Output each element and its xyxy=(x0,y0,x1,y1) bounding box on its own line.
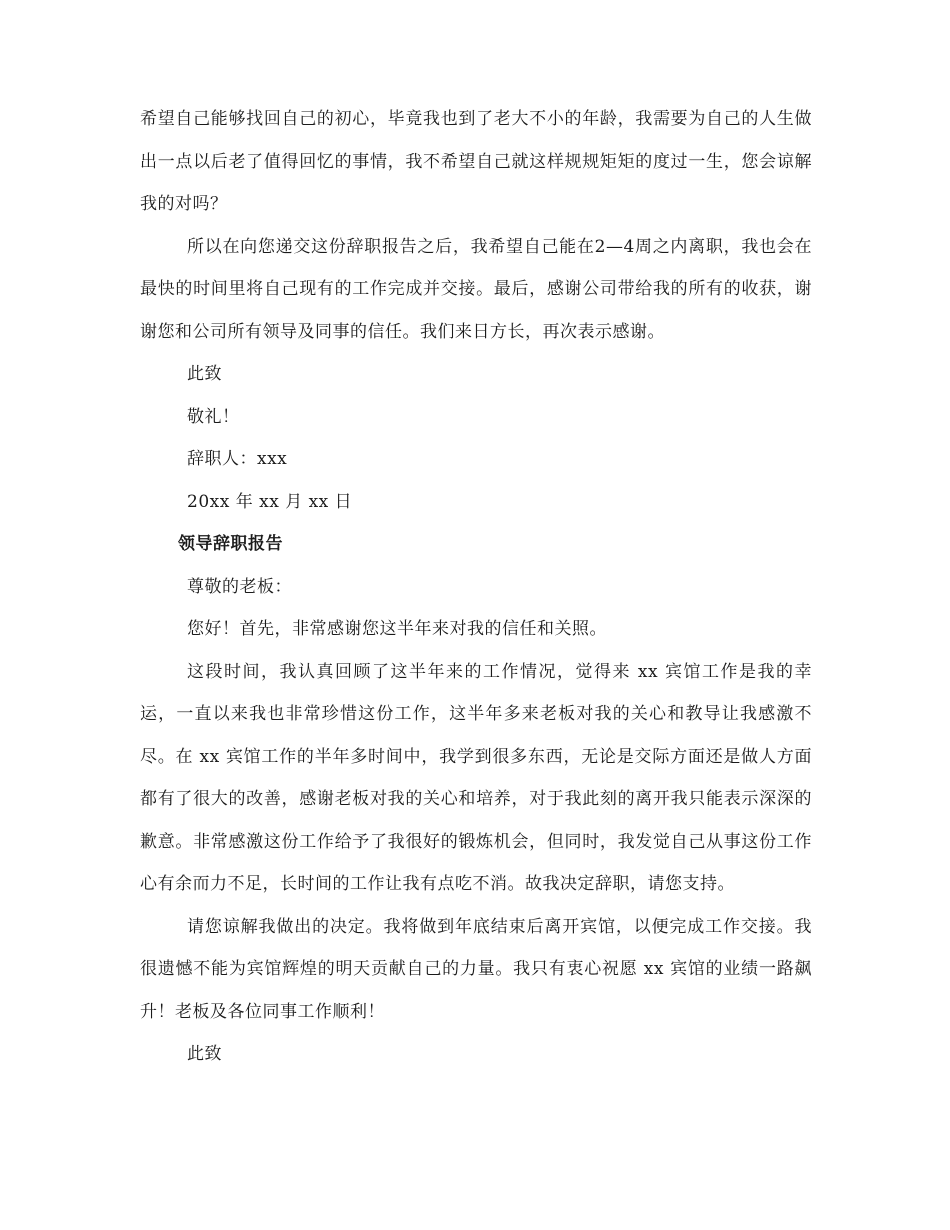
paragraph-opening: 您好！首先，非常感谢您这半年来对我的信任和关照。 xyxy=(187,619,607,639)
paragraph-continuation: 希望自己能够找回自己的初心，毕竟我也到了老大不小的年龄，我需要为自己的人生做出一点以后老了值得回忆的事情，我不希望自己就这样规规矩矩的度过一生，您会谅解我的对吗？ xyxy=(140,109,812,214)
greeting-line: 尊敬的老板： xyxy=(187,576,292,597)
document-body xyxy=(140,98,812,1076)
signer-line: 辞职人：xxx xyxy=(187,449,288,469)
paragraph-reflection: 这段时间，我认真回顾了这半年来的工作情况，觉得来 xx 宾馆工作是我的幸运，一直以来我也非常珍惜这份工作，这半年多来老板对我的关心和教导让我感激不尽。在 xx 宾馆工作的半年多时间中，我学到很多东西，无论是交际方面还是做人方面都有了很大的改善，感谢老板对我的关心和培养，对于我此刻的离开我只能表示深深的歉意。非常感激这份工作给予了我很好的锻炼机会，但同时，我发觉自己从事这份工作心有余而力不足，长时间的工作让我有点吃不消。故我决定辞职，请您支持。 xyxy=(140,661,812,894)
paragraph-departure-plan: 所以在向您递交这份辞职报告之后，我希望自己能在2—4周之内离职，我也会在最快的时间里将自己现有的工作完成并交接。最后，感谢公司带给我的所有的收获，谢谢您和公司所有领导及同事的信任。我们来日方长，再次表示感谢。 xyxy=(140,236,812,342)
salutation: 敬礼！ xyxy=(187,406,240,427)
section-heading: 领导辞职报告 xyxy=(178,534,283,554)
closing-phrase-2: 此致 xyxy=(187,1044,222,1064)
paragraph-decision: 请您谅解我做出的决定。我将做到年底结束后离开宾馆，以便完成工作交接。我很遗憾不能为宾馆辉煌的明天贡献自己的力量。我只有衷心祝愿 xx 宾馆的业绩一路飙升！老板及各位同事工作顺利！ xyxy=(140,916,812,1022)
closing-phrase: 此致 xyxy=(187,364,222,384)
date-line: 20xx 年 xx 月 xx 日 xyxy=(187,491,353,512)
